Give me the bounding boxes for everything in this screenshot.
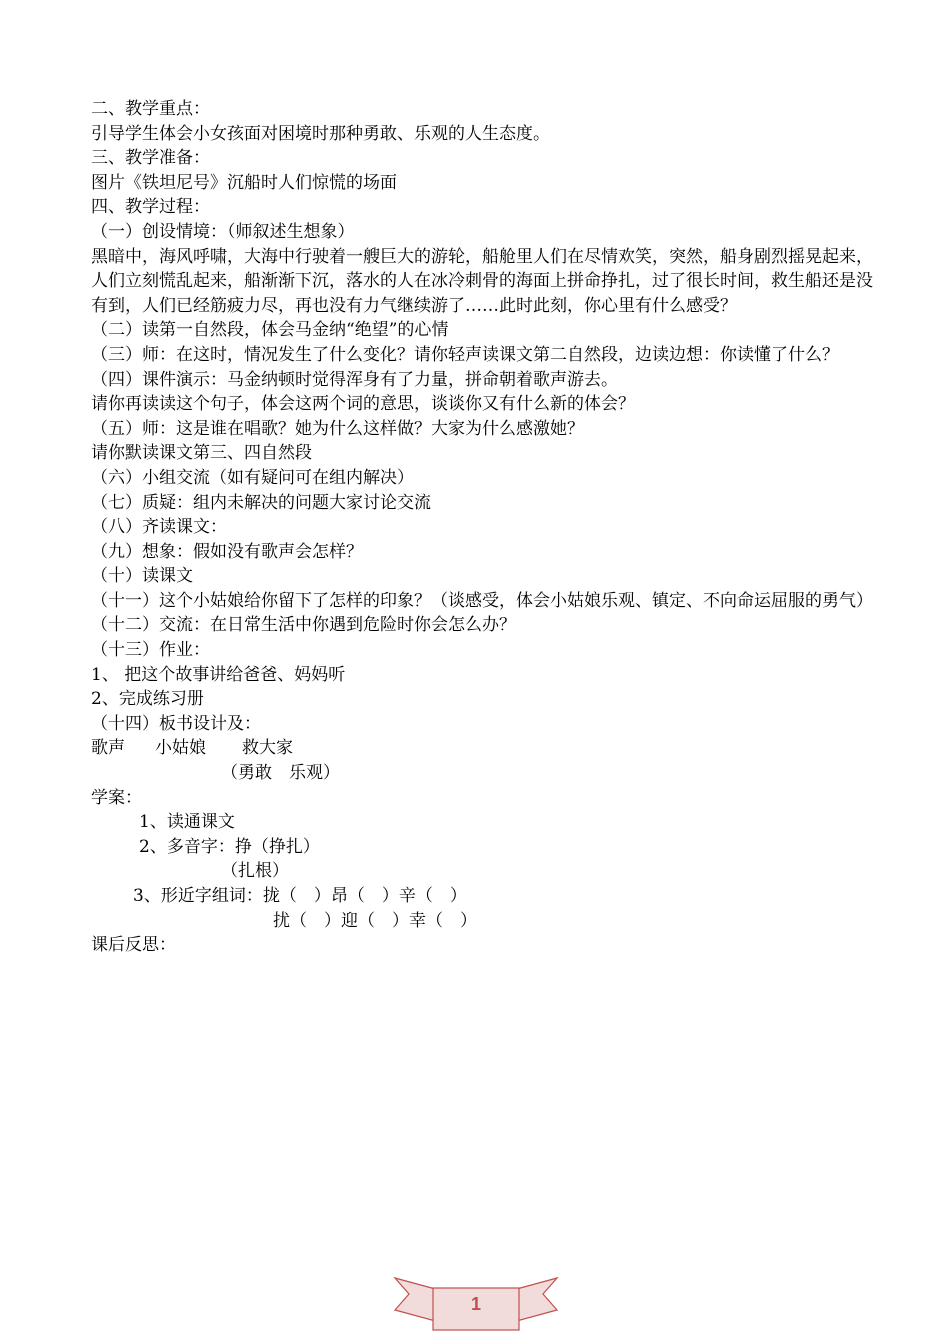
paragraph: 请你默读课文第三、四自然段 — [91, 443, 312, 464]
step: （十四）板书设计及： — [91, 713, 261, 734]
step: （四）课件演示：马金纳顿时觉得浑身有了力量，拼命朝着歌声游去。 — [91, 369, 618, 390]
board-word: 歌声 — [91, 738, 125, 759]
heading-process: 四、教学过程： — [91, 197, 210, 218]
document-body — [91, 97, 881, 958]
step: （五）师：这是谁在唱歌？她为什么这样做？大家为什么感激她？ — [91, 418, 584, 439]
step: （十）读课文 — [91, 566, 193, 587]
step: （七）质疑：组内未解决的问题大家讨论交流 — [91, 492, 431, 513]
board-row-2: （勇敢 乐观） — [221, 763, 340, 784]
xuean-item: （扎根） — [221, 861, 289, 882]
step: （十三）作业： — [91, 640, 210, 661]
step: （十一）这个小姑娘给你留下了怎样的印象？（谈感受，体会小姑娘乐观、镇定、不向命运屈服的勇气） — [91, 590, 873, 611]
heading-preparation: 三、教学准备： — [91, 148, 210, 169]
xuean-item: 2、多音字：挣（挣扎） — [139, 836, 320, 857]
reflection-label: 课后反思： — [91, 935, 176, 956]
xuean-item: 3、形近字组词：拢（ ）昂（ ）辛（ ） — [133, 886, 467, 906]
board-row-1 — [91, 736, 881, 761]
board-word: 小姑娘 — [155, 738, 206, 759]
step: （六）小组交流（如有疑问可在组内解决） — [91, 467, 414, 488]
homework-item: 1、 把这个故事讲给爸爸、妈妈听 — [91, 664, 346, 685]
paragraph: 引导学生体会小女孩面对困境时那种勇敢、乐观的人生态度。 — [91, 123, 550, 144]
xuean-item: 扰（ ）迎（ ）幸（ ） — [273, 910, 477, 931]
board-word: 救大家 — [242, 738, 293, 759]
xuean-item: 1、读通课文 — [139, 812, 235, 833]
paragraph: 请你再读读这个句子，体会这两个词的意思，谈谈你又有什么新的体会？ — [91, 394, 635, 415]
step: （九）想象：假如没有歌声会怎样？ — [91, 541, 363, 562]
step: （三）师：在这时，情况发生了什么变化？请你轻声读课文第二自然段，边读边想：你读懂了什么？ — [91, 344, 839, 365]
page-number: 1 — [470, 1294, 481, 1314]
step: （八）齐读课文： — [91, 517, 227, 538]
step: （十二）交流：在日常生活中你遇到危险时你会怎么办？ — [91, 615, 516, 636]
heading-key-points: 二、教学重点： — [91, 99, 210, 119]
xuean-title: 学案： — [91, 787, 142, 808]
paragraph: 图片《铁坦尼号》沉船时人们惊慌的场面 — [91, 172, 397, 193]
step: （二）读第一自然段，体会马金纳“绝望”的心情 — [91, 320, 449, 341]
page-footer — [393, 1276, 559, 1338]
homework-item: 2、完成练习册 — [91, 689, 204, 710]
step: （一）创设情境：（师叙述生想象） — [91, 221, 355, 242]
paragraph: 黑暗中，海风呼啸，大海中行驶着一艘巨大的游轮，船舱里人们在尽情欢笑，突然，船身剧烈摇晃起来，人们立刻慌乱起来，船渐渐下沉，落水的人在冰冷刺骨的海面上拼命挣扎，过了很长时间，救生船还是没有到，人们已经筋疲力尽，再也没有力气继续游了……此时此刻，你心里有什么感受？ — [91, 246, 873, 316]
